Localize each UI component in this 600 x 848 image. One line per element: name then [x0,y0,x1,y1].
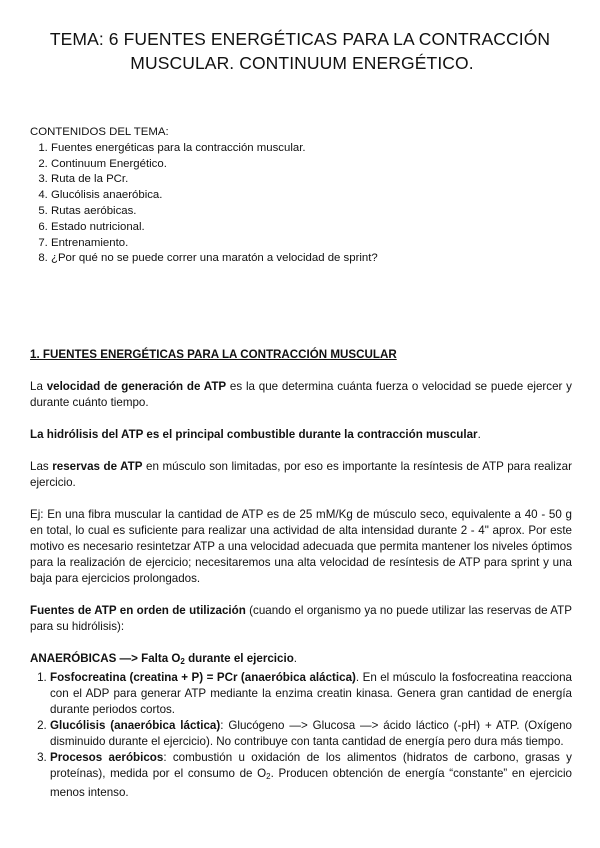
text: . [293,652,298,665]
bold-text: Glucólisis (anaeróbica láctica) [50,719,221,732]
document-title [20,27,580,75]
list-item [50,750,572,801]
paragraph-atp-reserves [30,459,572,491]
text: . [477,428,481,441]
list-item: 1. Fuentes energéticas para la contracción muscular. [51,141,378,157]
text: Las [30,460,53,473]
title-line-2: MUSCULAR. CONTINUUM ENERGÉTICO. [130,53,474,73]
anaerobic-heading [30,651,572,670]
paragraph-example: Ej: En una fibra muscular la cantidad de ATP es de 25 mM/Kg de músculo seco, equivalente a 40 - 50 g en total, lo cual es suficiente para realizar una actividad de alta intensidad durante 2 - 4" aprox. Por este motivo es necesario resintetzar ATP a una velocidad adecuada que permita mantener los niveles óptimos para la realización de ejercicio; necesitaremos una alta velocidad de resíntesis de ATP para sprint y una baja para ejercicios prolongados. [30,508,572,585]
bold-text: reservas de ATP [52,460,143,473]
bold-text: La hidrólisis del ATP es el principal combustible durante la contracción muscular [30,428,478,441]
energy-source-list [30,670,572,801]
anaerobic-block [30,651,572,801]
subscript: 2 [266,772,271,781]
text: La [30,380,47,393]
paragraph-atp-speed [30,379,572,411]
text: . Producen obtención de energía “constante” en ejercicio menos intenso. [50,767,572,799]
contents-heading: CONTENIDOS DEL TEMA: [30,126,169,138]
bold-text: Fuentes de ATP en orden de utilización [30,604,246,617]
bold-text: velocidad de generación de ATP [46,380,227,393]
text: ANAERÓBICAS —> Falta O [30,652,181,665]
bold-text: Procesos aeróbicos [50,751,164,764]
list-item: 8. ¿Por qué no se puede correr una maratón a velocidad de sprint? [51,251,378,267]
bold-text: Fosfocreatina (creatina + P) = PCr (anaeróbica aláctica) [50,671,356,684]
list-item: 4. Glucólisis anaeróbica. [51,188,378,204]
paragraph-atp-sources [30,603,572,635]
list-item: 5. Rutas aeróbicas. [51,204,378,220]
list-item: 6. Estado nutricional. [51,220,378,236]
section-heading: 1. FUENTES ENERGÉTICAS PARA LA CONTRACCIÓN MUSCULAR [30,348,397,361]
list-item: 3. Ruta de la PCr. [51,172,378,188]
bold-text [30,652,294,665]
paragraph-atp-hydrolysis [30,427,572,443]
list-item: 2. Continuum Energético. [51,157,378,173]
text: (cuando el organismo ya no puede utilizar las reservas de ATP para su hidrólisis): [30,604,572,633]
list-item [50,670,572,718]
contents-block [30,125,378,267]
text: durante el ejercicio [184,652,294,665]
text: : combustión u oxidación de los alimentos (hidratos de carbono, grasas y proteínas), medida por el consumo de O [50,751,572,780]
text: : Glucógeno —> Glucosa —> ácido láctico (-pH) + ATP. (Oxígeno disminuido durante el ejercicio). No contribuye con tanta cantidad de energía pero dura más tiempo. [50,719,573,748]
text: . En el músculo la fosfocreatina reacciona con el ADP para generar ATP mediante la enzima creatin kinasa. Genera gran cantidad de energía durante periodos cortos. [50,671,572,716]
contents-list [30,141,378,267]
list-item: 7. Entrenamiento. [51,236,378,252]
list-item [50,718,572,750]
text: es la que determina cuánta fuerza o velocidad se puede ejercer y durante cuánto tiempo. [30,380,572,409]
title-line-1: TEMA: 6 FUENTES ENERGÉTICAS PARA LA CONTRACCIÓN [49,29,551,49]
subscript: 2 [180,657,185,666]
text: en músculo son limitadas, por eso es importante la resíntesis de ATP para realizar ejercicio. [30,460,572,489]
